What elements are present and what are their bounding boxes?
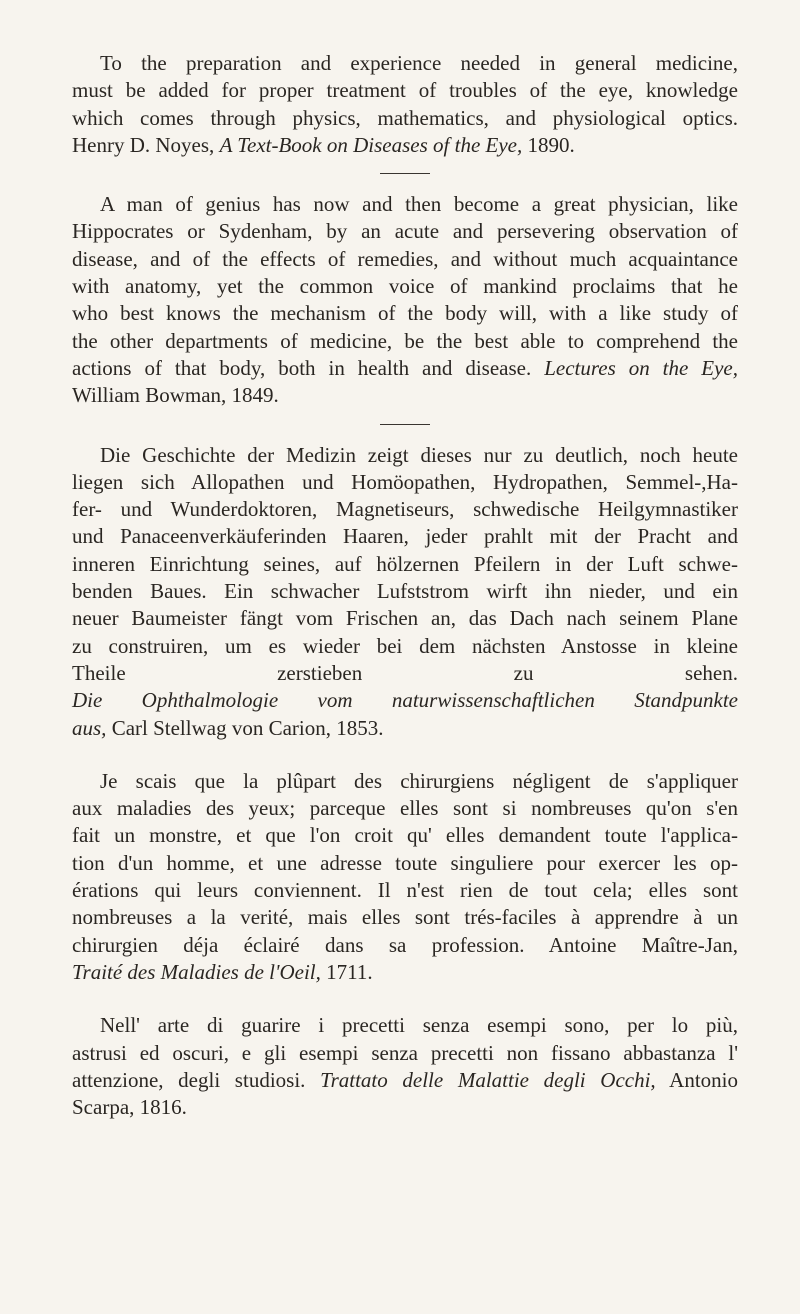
text-line [72, 768, 738, 795]
text-line [72, 496, 738, 523]
text-segment: To the preparation and experience needed in general medicine, [100, 51, 738, 75]
text-segment: 1711. [320, 959, 373, 984]
text-line [72, 218, 738, 245]
text-line [72, 959, 738, 986]
quote-stellwag [72, 442, 738, 742]
text-line [72, 105, 738, 132]
quote-noyes [72, 50, 738, 159]
text-line [72, 442, 738, 469]
text-line [72, 246, 738, 273]
text-segment: Henry D. Noyes, [72, 132, 220, 157]
text-segment: fer- und Wunderdoktoren, Magnetiseurs, schwedische Heilgymnastiker [72, 497, 738, 522]
italic-title: Die Ophthalmologie vom naturwissenschaftlichen Standpunkte [72, 688, 738, 713]
text-segment: Antonio [655, 1067, 739, 1092]
text-segment: must be added for proper treatment of troubles of the eye, knowledge [72, 78, 738, 103]
divider-rule [380, 424, 430, 425]
text-line [72, 660, 738, 687]
text-line [72, 850, 738, 877]
text-line [72, 932, 738, 959]
text-segment: who best knows the mechanism of the body will, with a like study of [72, 301, 738, 326]
text-line [72, 355, 738, 382]
text-segment: und Panaceenverkäuferinden Haaren, jeder prahlt mit der Pracht and [72, 524, 738, 549]
quote-bowman [72, 191, 738, 409]
text-line [72, 132, 738, 159]
text-line [72, 328, 738, 355]
text-line [72, 687, 738, 714]
text-line [72, 877, 738, 904]
text-segment: aux maladies des yeux; parceque elles sont si nombreuses qu'on s'en [72, 796, 738, 821]
text-segment: the other departments of medicine, be the best able to comprehend the [72, 328, 738, 353]
text-segment: with anatomy, yet the common voice of mankind proclaims that he [72, 274, 738, 299]
text-line [72, 605, 738, 632]
text-segment: tion d'un homme, et une adresse toute singuliere pour exercer les op- [72, 850, 738, 875]
quote-scarpa [72, 1012, 738, 1121]
text-segment: astrusi ed oscuri, e gli esempi senza precetti non fissano abbastanza l' [72, 1040, 738, 1065]
text-segment: attenzione, degli studiosi. [72, 1067, 321, 1092]
paragraph-gap [72, 742, 738, 768]
text-line [72, 822, 738, 849]
text-line [72, 191, 738, 218]
italic-title: Lectures on the Eye, [544, 355, 739, 380]
italic-title: aus, [72, 715, 107, 740]
text-segment: Hippocrates or Sydenham, by an acute and persevering observation of [72, 219, 738, 244]
text-line [72, 50, 738, 77]
quote-maitre-jan [72, 768, 738, 986]
text-segment: benden Baues. Ein schwacher Lufststrom wirft ihn nieder, und ein [72, 579, 738, 604]
text-line [72, 1094, 738, 1121]
text-segment: which comes through physics, mathematics, and physiological optics. [72, 105, 738, 130]
text-segment: Je scais que la plûpart des chirurgiens négligent de s'appliquer [100, 768, 738, 793]
text-segment: Die Geschichte der Medizin zeigt dieses nur zu deutlich, noch heute [100, 442, 738, 467]
text-line [72, 904, 738, 931]
text-line [72, 1040, 738, 1067]
text-line [72, 633, 738, 660]
text-segment: liegen sich Allopathen und Homöopathen, Hydropathen, Semmel-,Ha- [72, 469, 738, 494]
text-line [72, 77, 738, 104]
page-text [72, 50, 738, 1121]
text-line [72, 551, 738, 578]
text-segment: zu construiren, um es wieder bei dem nächsten Anstosse in kleine [72, 633, 738, 658]
text-segment: neuer Baumeister fängt vom Frischen an, das Dach nach seinem Plane [72, 606, 738, 631]
text-line [72, 300, 738, 327]
text-line [72, 1067, 738, 1094]
text-segment: inneren Einrichtung seines, auf hölzernen Pfeilern in der Luft schwe- [72, 551, 738, 576]
text-segment: fait un monstre, et que l'on croit qu' elles demandent toute l'applica- [72, 823, 738, 848]
text-segment: érations qui leurs conviennent. Il n'est rien de tout cela; elles sont [72, 878, 738, 903]
text-segment: Nell' arte di guarire i precetti senza esempi sono, per lo più, [100, 1013, 738, 1038]
italic-title: A Text-Book on Diseases of the Eye, [219, 132, 523, 157]
divider-rule [380, 173, 430, 174]
text-line [72, 382, 738, 409]
paragraph-gap [72, 986, 738, 1012]
text-segment: Carl Stellwag von Carion, 1853. [106, 715, 384, 740]
text-segment: Scarpa, 1816. [72, 1095, 187, 1120]
italic-title: Trattato delle Malattie degli Occhi, [320, 1067, 656, 1092]
text-segment: A man of genius has now and then become a great physician, like [100, 192, 738, 217]
text-line [72, 715, 738, 742]
text-segment: disease, and of the effects of remedies, and without much acquaintance [72, 246, 738, 271]
text-segment: chirurgien déja éclairé dans sa profession. Antoine Maître-Jan, [72, 932, 738, 957]
text-segment: actions of that body, both in health and disease. [72, 355, 545, 380]
text-segment: nombreuses a la verité, mais elles sont trés-faciles à apprendre à un [72, 905, 738, 930]
text-line [72, 578, 738, 605]
text-line [72, 469, 738, 496]
text-segment: Theile zerstieben zu sehen. [72, 660, 738, 685]
text-line [72, 1012, 738, 1039]
text-line [72, 795, 738, 822]
italic-title: Traité des Maladies de l'Oeil, [72, 959, 321, 984]
text-segment: 1890. [522, 132, 575, 157]
text-segment: William Bowman, 1849. [72, 383, 279, 408]
text-line [72, 523, 738, 550]
text-line [72, 273, 738, 300]
